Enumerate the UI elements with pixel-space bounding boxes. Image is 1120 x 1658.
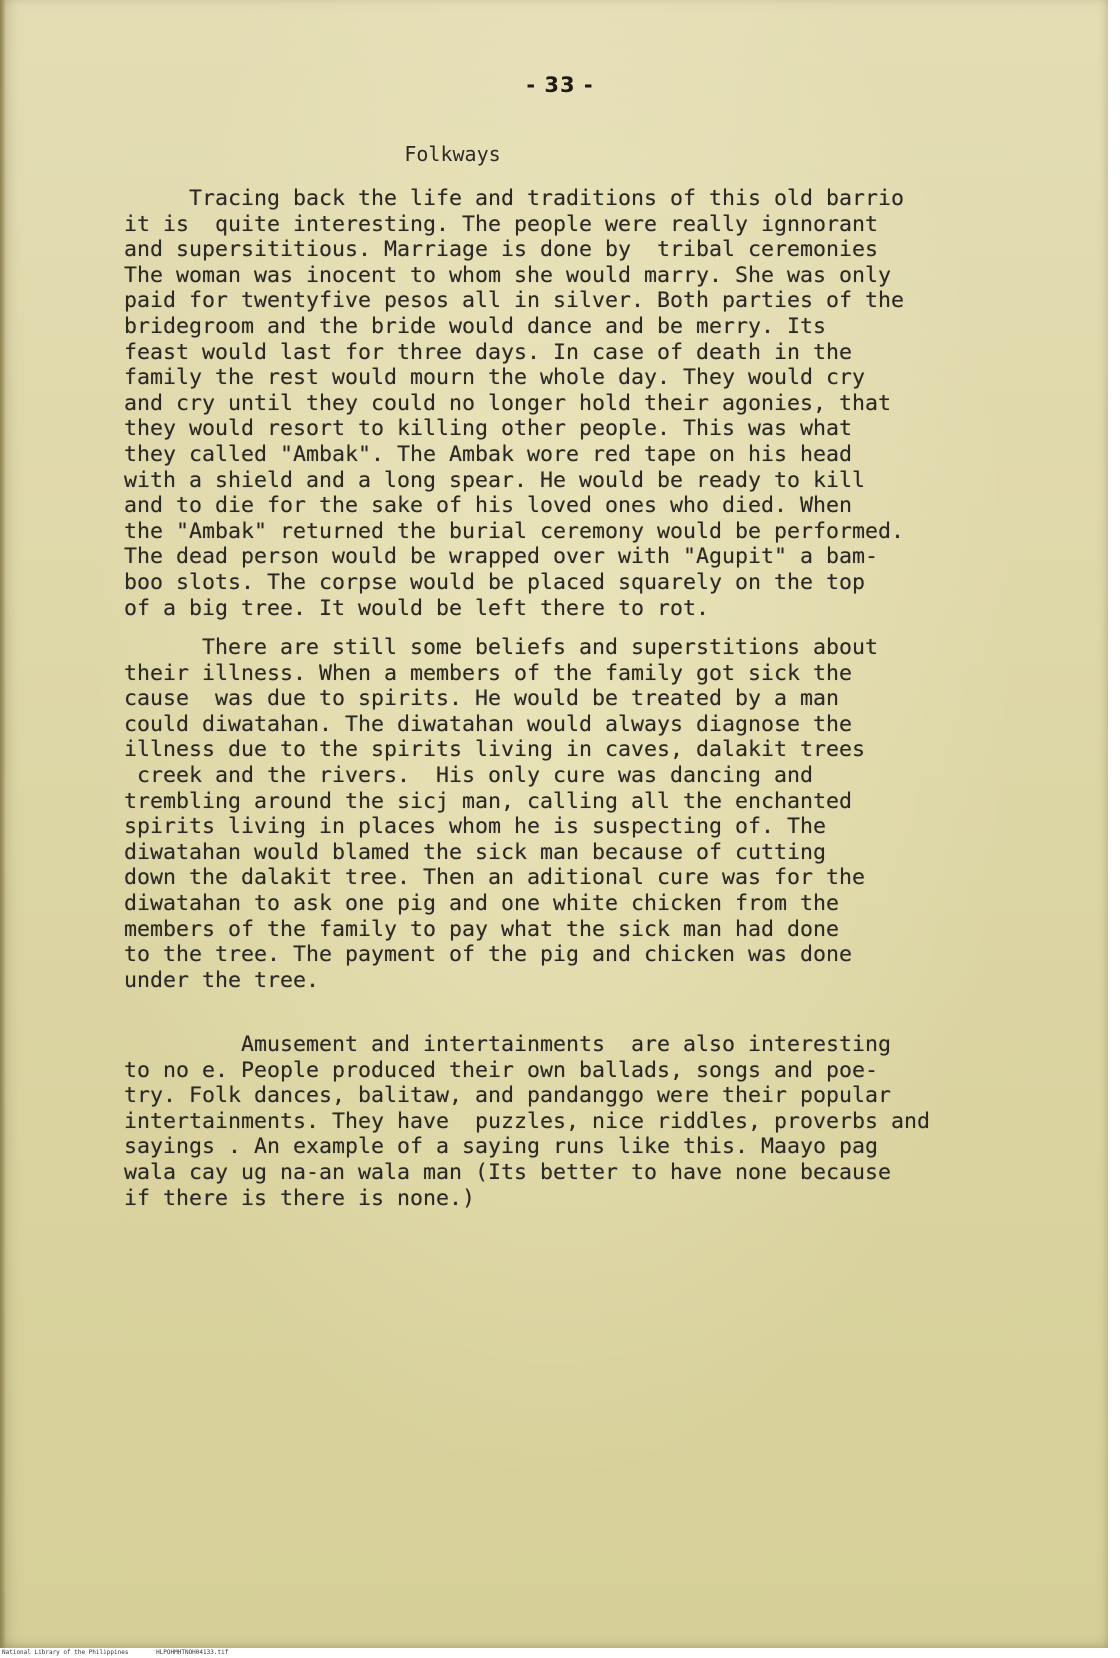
text-line: to the tree. The payment of the pig and chicken was done bbox=[124, 942, 853, 968]
text-line: it is quite interesting. The people were really ignnorant bbox=[124, 211, 879, 237]
text-line: under the tree. bbox=[124, 967, 320, 993]
text-line: spirits living in places whom he is suspecting of. The bbox=[124, 814, 827, 840]
text-line: of a big tree. It would be left there to rot. bbox=[124, 595, 710, 621]
text-line: they would resort to killing other people. This was what bbox=[124, 416, 853, 442]
text-line: feast would last for three days. In case of death in the bbox=[124, 339, 853, 365]
text-line: cause was due to spirits. He would be treated by a man bbox=[124, 686, 840, 712]
footer-source: National Library of the Philippines bbox=[2, 1649, 129, 1656]
text-line: could diwatahan. The diwatahan would always diagnose the bbox=[124, 711, 853, 737]
text-line: with a shield and a long spear. He would be ready to kill bbox=[124, 467, 866, 493]
page-title: Folkways bbox=[404, 142, 501, 166]
footer-file: HLPOHMHTNOH04133.tif bbox=[156, 1649, 229, 1656]
text-line: The dead person would be wrapped over with "Agupit" a bam- bbox=[124, 544, 879, 570]
text-line: and supersititious. Marriage is done by tribal ceremonies bbox=[124, 237, 879, 263]
text-line: bridegroom and the bride would dance and be merry. Its bbox=[124, 313, 827, 339]
text-line: illness due to the spirits living in caves, dalakit trees bbox=[124, 737, 866, 763]
paragraph-amusements bbox=[124, 1032, 930, 1211]
text-line: Tracing back the life and traditions of this old barrio bbox=[124, 186, 905, 211]
text-line: wala cay ug na-an wala man (Its better to have none because bbox=[124, 1159, 892, 1185]
text-line: Amusement and intertainments are also interesting bbox=[124, 1032, 892, 1057]
paragraph-marriage-and-death bbox=[124, 186, 904, 621]
page-edge-shadow bbox=[0, 0, 6, 1648]
text-line: members of the family to pay what the sick man had done bbox=[124, 916, 840, 942]
text-line: diwatahan would blamed the sick man because of cutting bbox=[124, 839, 827, 865]
text-line: sayings . An example of a saying runs like this. Maayo pag bbox=[124, 1134, 879, 1160]
text-line: boo slots. The corpse would be placed squarely on the top bbox=[124, 569, 866, 595]
text-line: try. Folk dances, balitaw, and pandanggo were their popular bbox=[124, 1083, 892, 1109]
scan-footer bbox=[2, 1649, 228, 1657]
text-line: There are still some beliefs and superstitions about bbox=[124, 635, 879, 660]
text-line: intertainments. They have puzzles, nice riddles, proverbs and bbox=[124, 1108, 931, 1134]
text-line: they called "Ambak". The Ambak wore red tape on his head bbox=[124, 441, 853, 467]
text-line: if there is there is none.) bbox=[124, 1185, 476, 1211]
text-line: and cry until they could no longer hold their agonies, that bbox=[124, 390, 892, 416]
page-number: - 33 - bbox=[526, 73, 594, 97]
paragraph-illness-beliefs bbox=[124, 635, 878, 993]
text-line: family the rest would mourn the whole day. They would cry bbox=[124, 365, 866, 391]
text-line: paid for twentyfive pesos all in silver. Both parties of the bbox=[124, 288, 905, 314]
text-line: diwatahan to ask one pig and one white chicken from the bbox=[124, 890, 840, 916]
text-line: trembling around the sicj man, calling all the enchanted bbox=[124, 788, 853, 814]
text-line: down the dalakit tree. Then an aditional cure was for the bbox=[124, 865, 866, 891]
text-line: and to die for the sake of his loved ones who died. When bbox=[124, 493, 853, 519]
text-line: the "Ambak" returned the burial ceremony would be performed. bbox=[124, 518, 905, 544]
text-line: The woman was inocent to whom she would marry. She was only bbox=[124, 262, 892, 288]
text-line: their illness. When a members of the family got sick the bbox=[124, 660, 853, 686]
text-line: to no e. People produced their own ballads, songs and poe- bbox=[124, 1057, 879, 1083]
text-line: creek and the rivers. His only cure was dancing and bbox=[124, 762, 814, 788]
